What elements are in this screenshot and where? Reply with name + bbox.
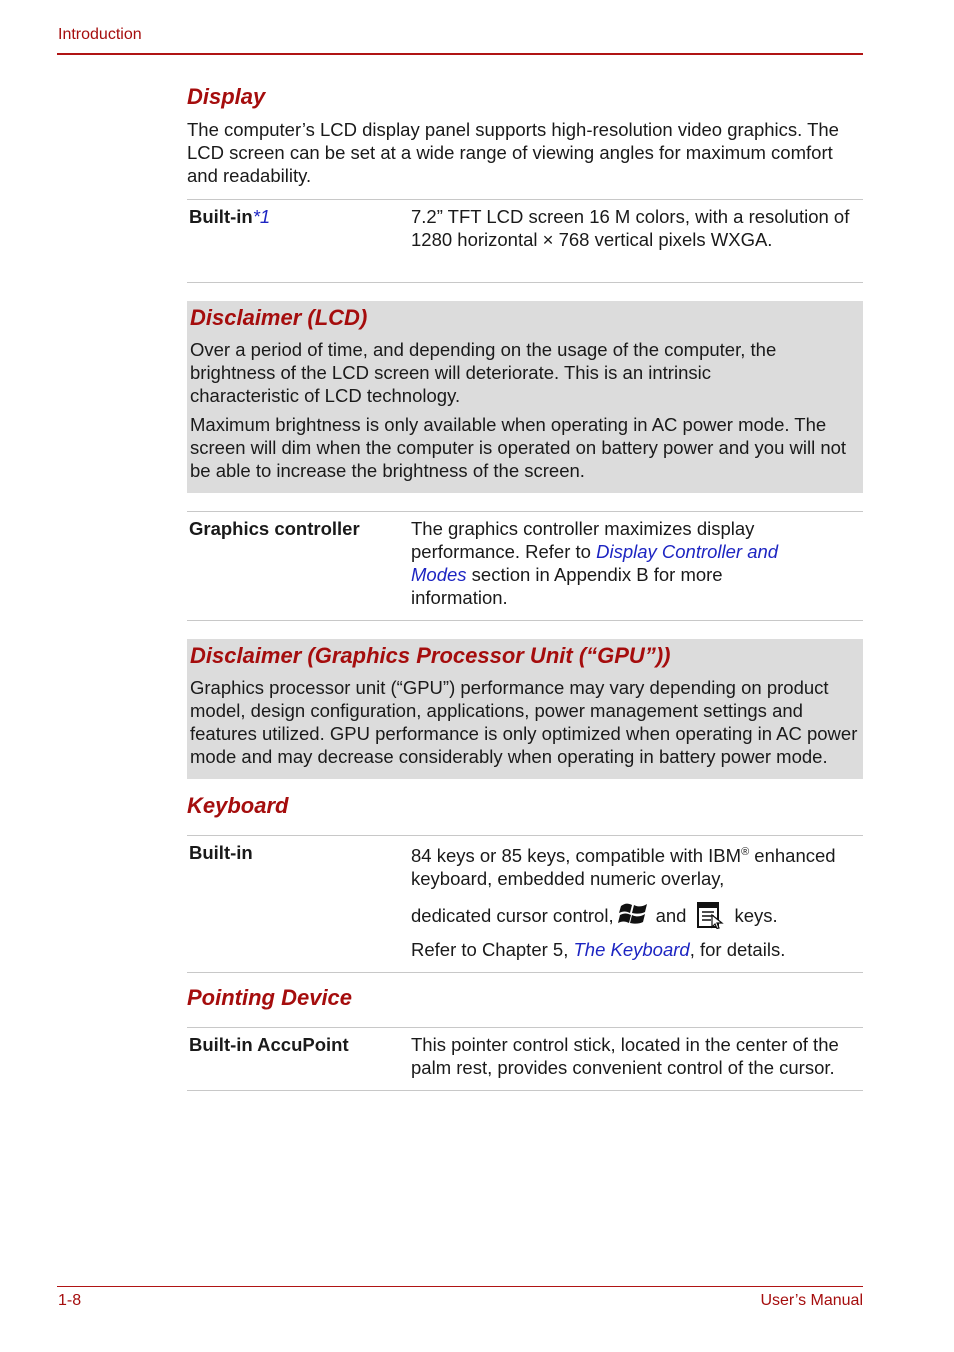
accupoint-label: Built-in AccuPoint: [189, 1034, 349, 1055]
keyboard-builtin-label: Built-in: [189, 842, 253, 863]
disclaimer-lcd-box: [187, 301, 863, 493]
disclaimer-lcd-para2: Maximum brightness is only available when operating in AC power mode. The screen will dim when the computer is operated on battery power and you will not be able to increase the brightness of the screen.: [190, 414, 847, 481]
keyboard-heading: Keyboard: [187, 793, 289, 818]
page-number: 1-8: [58, 1292, 82, 1309]
graphics-controller-label: Graphics controller: [189, 518, 360, 539]
disclaimer-lcd-para1: Over a period of time, and depending on the usage of the computer, the brightness of the LCD screen will deteriorate. This is an intrinsic characteristic of LCD technology.: [190, 339, 777, 406]
display-builtin-row: [187, 199, 863, 283]
graphics-controller-row: [187, 511, 863, 621]
the-keyboard-link[interactable]: The Keyboard: [573, 939, 690, 960]
windows-key-icon: [618, 900, 648, 930]
application-key-icon: [696, 901, 724, 929]
header-rule: [57, 53, 863, 55]
keyboard-builtin-value: [407, 836, 863, 972]
keyboard-line2: dedicated cursor control, and keys.: [411, 900, 855, 930]
disclaimer-gpu-box: [187, 639, 863, 779]
pointing-device-heading: Pointing Device: [187, 985, 353, 1010]
accupoint-row: [187, 1027, 863, 1091]
keyboard-line3: Refer to Chapter 5, The Keyboard, for details.: [411, 939, 786, 960]
footnote-link[interactable]: *1: [252, 206, 271, 227]
display-heading: Display: [187, 84, 266, 109]
disclaimer-gpu-para: Graphics processor unit (“GPU”) performance may vary depending on product model, design configuration, applications, power management settings and features utilized. GPU performance is only optimized when operating in AC power mode and may decrease considerably when operating in battery power mode.: [190, 677, 858, 767]
manual-title: User’s Manual: [760, 1292, 863, 1309]
page-content: [187, 84, 863, 1091]
graphics-controller-value: The graphics controller maximizes display performance. Refer to Display Controller and Modes section in Appendix B for more information.: [411, 518, 779, 608]
keyboard-builtin-row: [187, 835, 863, 973]
display-builtin-value: 7.2” TFT LCD screen 16 M colors, with a resolution of 1280 horizontal × 768 vertical pixels WXGA.: [411, 206, 850, 250]
display-builtin-label: Built-in*1: [189, 206, 271, 227]
accupoint-value: This pointer control stick, located in the center of the palm rest, provides convenient control of the cursor.: [411, 1034, 839, 1078]
footer-rule: [57, 1286, 863, 1287]
disclaimer-lcd-heading: Disclaimer (LCD): [190, 305, 368, 330]
display-intro: The computer’s LCD display panel supports high-resolution video graphics. The LCD screen can be set at a wide range of viewing angles for maximum comfort and readability.: [187, 119, 839, 186]
disclaimer-gpu-heading: Disclaimer (Graphics Processor Unit (“GPU”)): [190, 643, 671, 668]
running-header: Introduction: [58, 26, 142, 43]
keyboard-line1: 84 keys or 85 keys, compatible with IBM® enhanced keyboard, embedded numeric overlay,: [411, 845, 836, 889]
display-controller-link[interactable]: Display Controller and Modes: [411, 541, 779, 585]
